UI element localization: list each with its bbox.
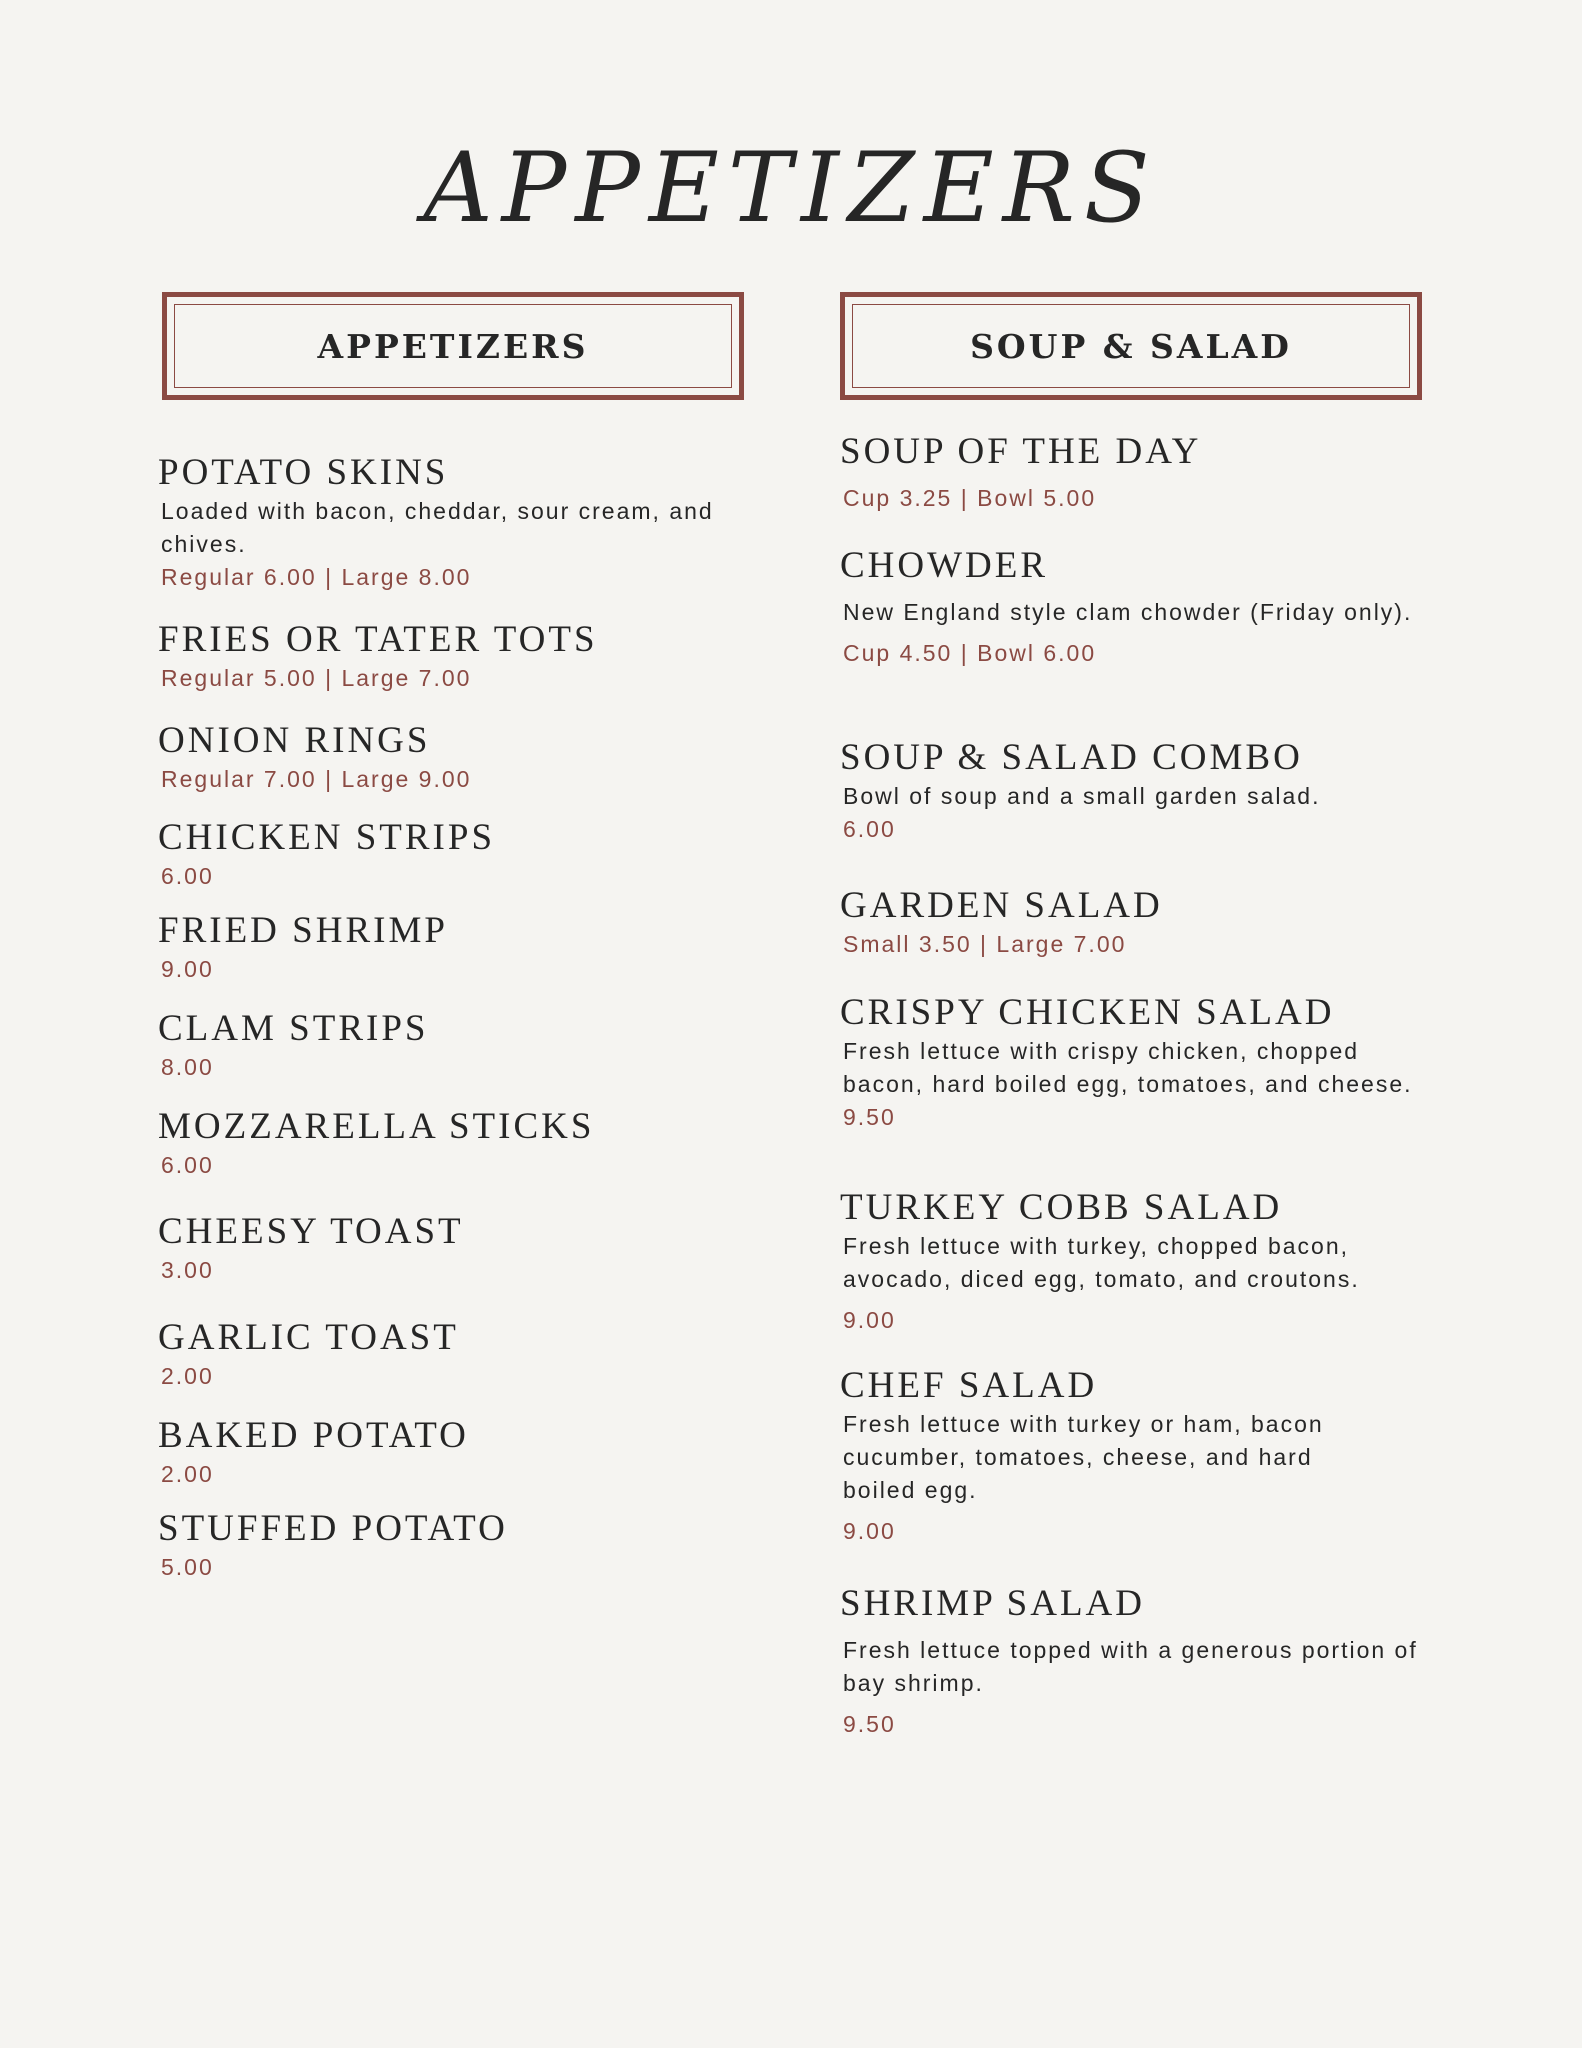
item-name: MOZZARELLA STICKS	[158, 1106, 595, 1147]
menu-item-chowder	[840, 544, 1440, 670]
item-description: Fresh lettuce with crispy chicken, chopped bacon, hard boiled egg, tomatoes, and cheese.	[843, 1038, 1413, 1097]
menu-item-soup-of-the-day	[840, 430, 1440, 515]
item-price: 6.00	[161, 1152, 214, 1178]
item-price: 8.00	[161, 1054, 214, 1080]
menu-item-stuffed-potato	[158, 1507, 758, 1584]
menu-item-chef-salad	[840, 1364, 1440, 1548]
menu-item-soup-salad-combo	[840, 736, 1440, 846]
item-price: 2.00	[161, 1461, 214, 1487]
item-description: Loaded with bacon, cheddar, sour cream, and chives.	[161, 498, 714, 557]
section-header-inner-frame	[852, 304, 1410, 388]
item-price: Small 3.50 | Large 7.00	[843, 931, 1127, 957]
item-name: ONION RINGS	[158, 720, 431, 761]
menu-item-cheesy-toast	[158, 1210, 758, 1287]
item-price: 5.00	[161, 1554, 214, 1580]
item-name: TURKEY COBB SALAD	[840, 1187, 1283, 1228]
menu-item-chicken-strips	[158, 816, 758, 893]
item-description: Bowl of soup and a small garden salad.	[843, 783, 1321, 809]
menu-item-crispy-chicken-salad	[840, 991, 1440, 1134]
menu-item-potato-skins	[158, 451, 758, 594]
item-price: Regular 5.00 | Large 7.00	[161, 665, 472, 691]
item-name: SHRIMP SALAD	[840, 1583, 1145, 1624]
item-price: 3.00	[161, 1257, 214, 1283]
item-name: SOUP OF THE DAY	[840, 431, 1202, 472]
item-description: Fresh lettuce with turkey or ham, bacon cucumber, tomatoes, cheese, and hard boiled egg.	[843, 1411, 1324, 1503]
menu-item-fries-or-tater-tots	[158, 618, 758, 695]
item-name: CHEF SALAD	[840, 1365, 1098, 1406]
item-price: Cup 4.50 | Bowl 6.00	[843, 640, 1097, 666]
menu-item-shrimp-salad	[840, 1582, 1440, 1741]
item-name: CHOWDER	[840, 545, 1049, 586]
menu-item-turkey-cobb-salad	[840, 1186, 1440, 1337]
page-title: APPETIZERS	[423, 132, 1159, 244]
item-price: 2.00	[161, 1363, 214, 1389]
item-price: Regular 6.00 | Large 8.00	[161, 564, 472, 590]
item-name: GARLIC TOAST	[158, 1317, 459, 1358]
item-name: CRISPY CHICKEN SALAD	[840, 992, 1335, 1033]
item-name: SOUP & SALAD COMBO	[840, 737, 1303, 778]
section-header-soup-salad	[840, 292, 1422, 400]
item-name: GARDEN SALAD	[840, 885, 1163, 926]
section-title: SOUP & SALAD	[970, 326, 1292, 366]
item-name: STUFFED POTATO	[158, 1508, 508, 1549]
item-price: 9.00	[843, 1307, 896, 1333]
item-price: 9.00	[843, 1518, 896, 1544]
menu-item-garlic-toast	[158, 1316, 758, 1393]
menu-item-onion-rings	[158, 719, 758, 796]
item-price: Cup 3.25 | Bowl 5.00	[843, 485, 1097, 511]
item-name: CHEESY TOAST	[158, 1211, 464, 1252]
item-price: Regular 7.00 | Large 9.00	[161, 766, 472, 792]
item-price: 6.00	[161, 863, 214, 889]
menu-item-fried-shrimp	[158, 909, 758, 986]
section-header-inner-frame	[174, 304, 732, 388]
item-name: FRIES OR TATER TOTS	[158, 619, 598, 660]
item-price: 9.00	[161, 956, 214, 982]
item-name: CLAM STRIPS	[158, 1008, 429, 1049]
section-title: APPETIZERS	[317, 326, 589, 366]
menu-item-clam-strips	[158, 1007, 758, 1084]
section-header-appetizers	[162, 292, 744, 400]
item-name: POTATO SKINS	[158, 452, 449, 493]
item-name: CHICKEN STRIPS	[158, 817, 496, 858]
item-description: Fresh lettuce with turkey, chopped bacon, avocado, diced egg, tomato, and croutons.	[843, 1233, 1360, 1292]
item-description: Fresh lettuce topped with a generous portion of bay shrimp.	[843, 1637, 1418, 1696]
item-description: New England style clam chowder (Friday only).	[843, 599, 1413, 625]
item-price: 9.50	[843, 1711, 896, 1737]
item-price: 6.00	[843, 816, 896, 842]
menu-item-garden-salad	[840, 884, 1440, 961]
item-name: BAKED POTATO	[158, 1415, 469, 1456]
item-name: FRIED SHRIMP	[158, 910, 448, 951]
menu-item-mozzarella-sticks	[158, 1105, 758, 1182]
item-price: 9.50	[843, 1104, 896, 1130]
menu-item-baked-potato	[158, 1414, 758, 1491]
